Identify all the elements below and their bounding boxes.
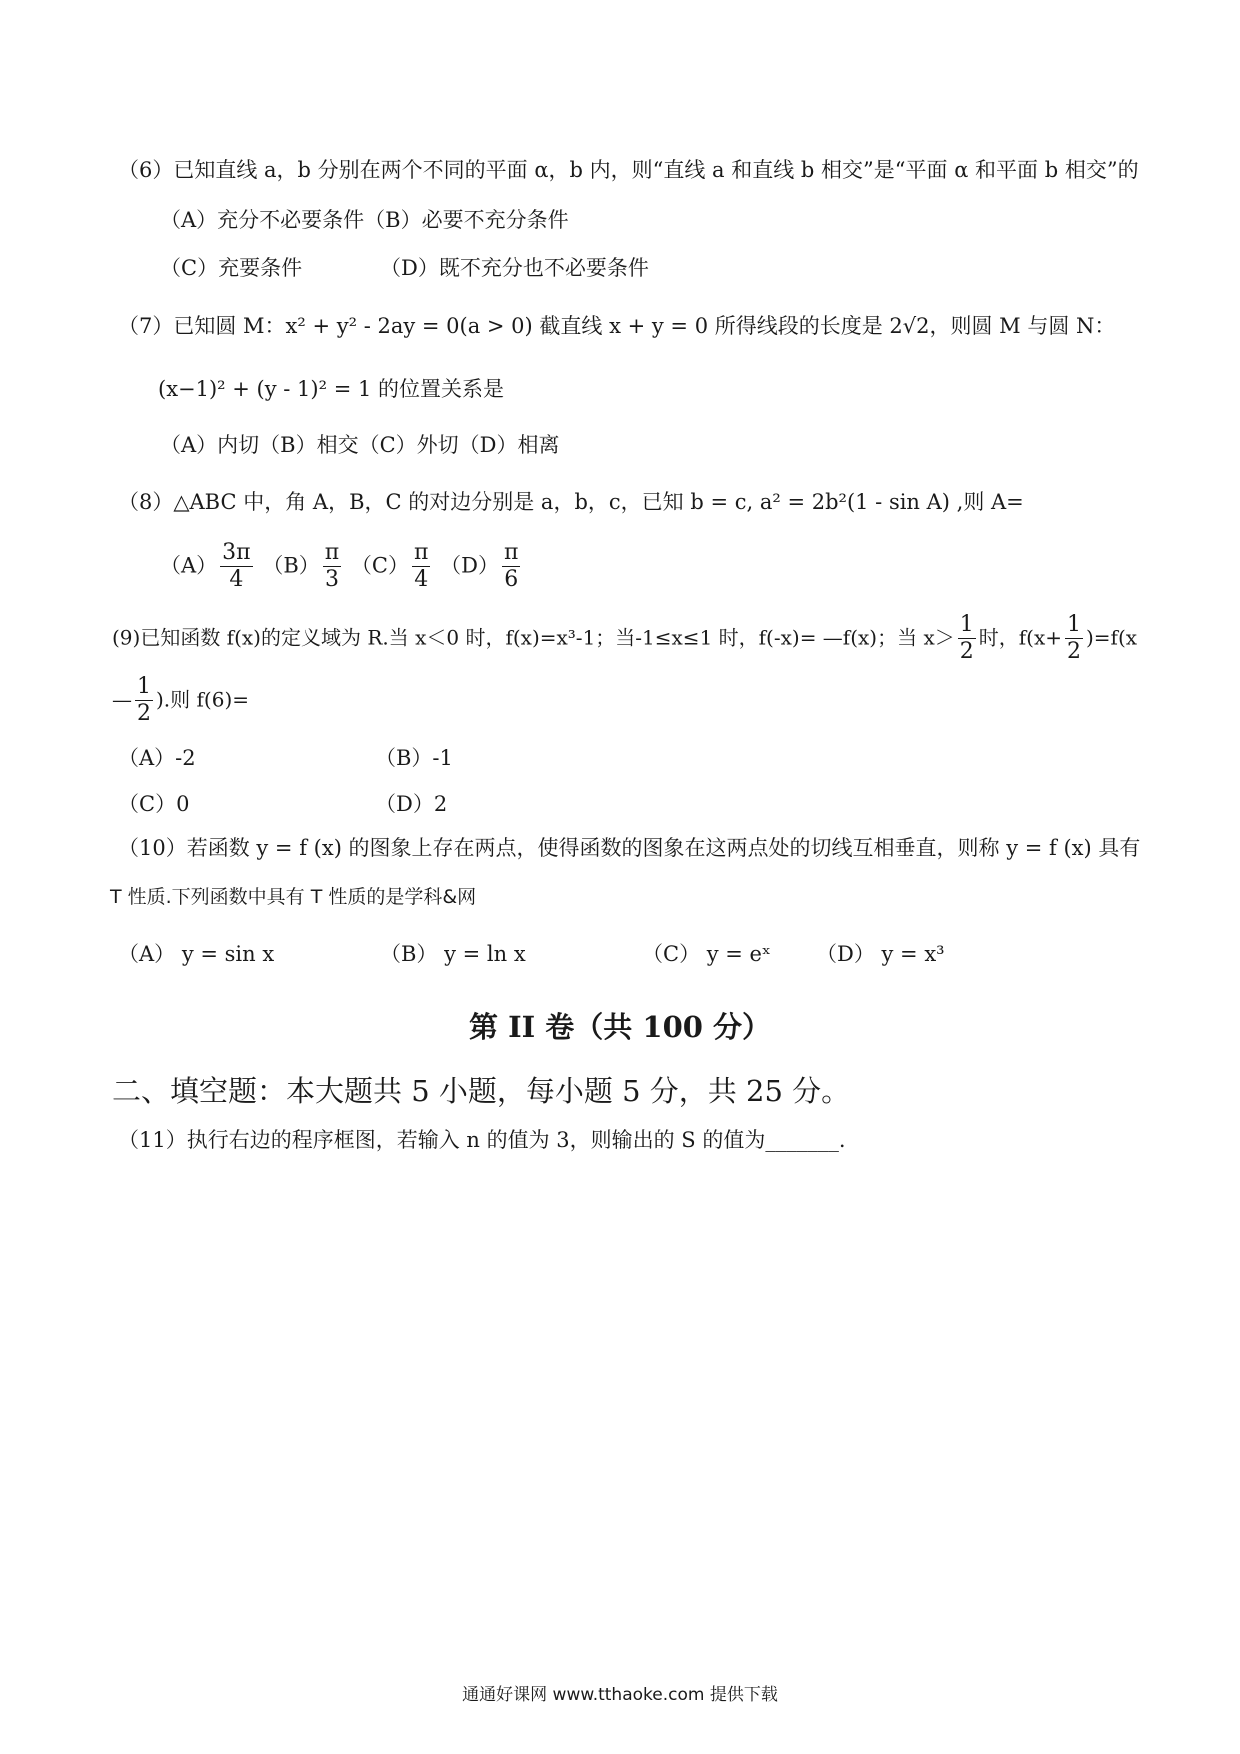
q7-stem-continued: (x−1)² + (y - 1)² = 1 的位置关系是: [158, 377, 505, 401]
q9-fraction-half-2: $\frac{1}{2}$: [1066, 612, 1081, 665]
q8-option-c-label: （C）: [350, 553, 409, 578]
q8-option-a-fraction: $\frac{3\pi}{4}$: [222, 540, 251, 593]
q11-stem: （11）执行右边的程序框图，若输入 n 的值为 3，则输出的 S 的值为_______.: [118, 1128, 846, 1152]
q10-stem: （10）若函数 y = f (x) 的图象上存在两点，使得函数的图象在这两点处的切线互相垂直，则称 y = f (x) 具有: [118, 836, 1141, 860]
q9-option-c: （C）0: [118, 792, 190, 816]
q9-stem: [112, 612, 1137, 666]
q8-options: [160, 540, 523, 594]
q9-option-d: （D）2: [375, 792, 448, 816]
q8-stem: （8）△ABC 中，角 A，B，C 的对边分别是 a，b，c，已知 b = c, a² = 2b²(1 - sin A) ,则 A=: [118, 490, 1024, 514]
q9-stem-continued: [112, 674, 249, 728]
q10-stem-continued: T 性质.下列函数中具有 T 性质的是学科&网: [110, 886, 477, 908]
q9-dash: —: [112, 687, 132, 712]
q10-option-c: （C） y = eˣ: [642, 942, 771, 966]
q8-option-b-fraction: $\frac{\pi}{3}$: [324, 540, 340, 593]
q9-option-a: （A）-2: [118, 746, 196, 770]
q8-option-d-fraction: $\frac{\pi}{6}$: [504, 540, 519, 593]
q7-options: （A）内切（B）相交（C）外切（D）相离: [160, 433, 560, 457]
q8-option-a-label: （A）: [160, 553, 218, 578]
q7-stem: （7）已知圆 M：x² + y² - 2ay = 0(a > 0) 截直线 x + y = 0 所得线段的长度是 2√2，则圆 M 与圆 N：: [118, 314, 1116, 338]
q8-option-d-label: （D）: [440, 553, 499, 578]
part-two-title: 第 II 卷（共 100 分）: [468, 1010, 772, 1044]
q9-text-part1: (9)已知函数 f(x)的定义域为 R.当 x＜0 时，f(x)=x³-1；当-1≤x≤1 时，f(-x)= —f(x)；当 x＞: [112, 625, 955, 650]
page-footer: 通通好课网 www.tthaoke.com 提供下载: [462, 1685, 778, 1705]
q6-option-d: （D）既不充分也不必要条件: [380, 256, 649, 280]
q8-option-c-fraction: $\frac{\pi}{4}$: [414, 540, 429, 593]
q9-text-part3: )=f(x: [1085, 625, 1138, 650]
q9-text-part4: ).则 f(6)=: [156, 687, 250, 712]
q10-option-a: （A） y = sin x: [118, 942, 275, 966]
q9-text-part2: 时，f(x+: [978, 625, 1062, 650]
q6-options-ab: （A）充分不必要条件（B）必要不充分条件: [160, 208, 569, 232]
q9-option-b: （B）-1: [375, 746, 453, 770]
q8-option-b-label: （B）: [262, 553, 320, 578]
section-heading-fill-in: 二、填空题：本大题共 5 小题，每小题 5 分，共 25 分。: [112, 1074, 851, 1108]
q9-fraction-half-3: $\frac{1}{2}$: [137, 674, 151, 727]
q9-fraction-half-1: $\frac{1}{2}$: [959, 612, 974, 665]
q6-option-c: （C）充要条件: [160, 256, 303, 280]
q10-option-d: （D） y = x³: [816, 942, 945, 966]
q10-option-b: （B） y = ln x: [380, 942, 526, 966]
q6-stem: （6）已知直线 a，b 分别在两个不同的平面 α，b 内，则“直线 a 和直线 b 相交”是“平面 α 和平面 b 相交”的: [118, 158, 1139, 182]
